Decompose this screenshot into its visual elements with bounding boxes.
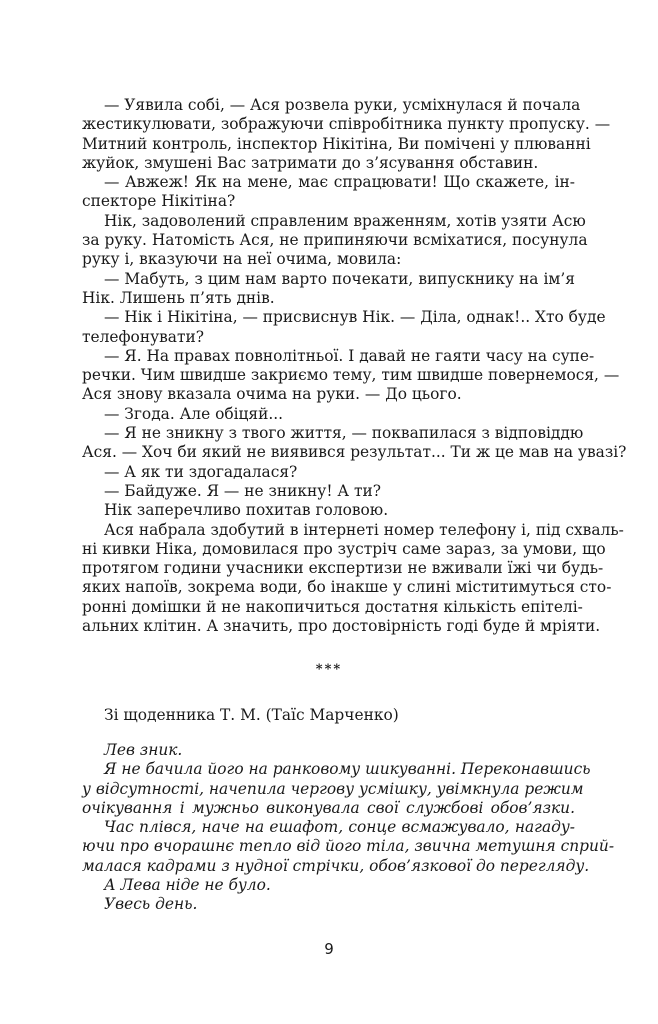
text-line: за руку. Натомість Ася, не припиняючи всміхатися, посунула bbox=[82, 231, 588, 250]
text-line: — А як ти здогадалася? bbox=[104, 462, 298, 481]
text-line: Митний контроль, інспектор Нікітіна, Ви помічені у плюванні bbox=[82, 134, 591, 153]
text-line: жуйок, змушені Вас затримати до з’ясування обставин. bbox=[82, 153, 539, 172]
section-separator: *** bbox=[315, 662, 343, 677]
diary-text-block bbox=[82, 741, 615, 915]
text-line: ронні домішки й не накопичиться достатня кількість епітелі- bbox=[82, 597, 583, 616]
text-line: Нік заперечливо похитав головою. bbox=[104, 501, 389, 520]
text-line: — Згода. Але обіцяй... bbox=[104, 404, 284, 423]
text-line: ні кивки Ніка, домовилася про зустріч саме зараз, за умови, що bbox=[82, 539, 606, 558]
text-line: руку і, вказуючи на неї очима, мовила: bbox=[82, 250, 402, 269]
text-line: альних клітин. А значить, про достовірність годі буде й мріяти. bbox=[82, 617, 601, 636]
text-line: Я не бачила його на ранковому шикуванні. Переконавшись bbox=[104, 760, 591, 779]
text-line: Нік. Лишень п’ять днів. bbox=[82, 288, 275, 307]
text-line: у відсутності, начепила чергову усмішку, увімкнула режим bbox=[82, 779, 584, 798]
page-number: 9 bbox=[324, 940, 334, 958]
text-line: Час плівся, наче на ешафот, сонце всмажувало, нагаду- bbox=[104, 818, 575, 837]
text-line: Ася набрала здобутий в інтернеті номер телефону і, під схваль- bbox=[104, 520, 624, 539]
text-line: малася кадрами з нудної стрічки, обов’язкової до перегляду. bbox=[82, 856, 590, 875]
text-line: спекторе Нікітіна? bbox=[82, 192, 236, 211]
text-line: речки. Чим швидше закриємо тему, тим швидше повернемося, — bbox=[82, 366, 620, 385]
text-line: — Я не зникну з твого життя, — поквапилася з відповіддю bbox=[104, 424, 584, 443]
text-line: Увесь день. bbox=[104, 895, 198, 914]
text-line: Ася знову вказала очима на руки. — До цього. bbox=[82, 385, 462, 404]
text-line: — Нік і Нікітіна, — присвиснув Нік. — Діла, однак!.. Хто буде bbox=[104, 308, 606, 327]
text-line: — Мабуть, з цим нам варто почекати, випускнику на ім’я bbox=[104, 269, 575, 288]
text-line: — Байдуже. Я — не зникну! А ти? bbox=[104, 481, 381, 500]
text-line: телефонувати? bbox=[82, 327, 204, 346]
text-line: — Я. На правах повнолітньої. І давай не гаяти часу на супе- bbox=[104, 346, 595, 365]
text-line: — Авжеж! Як на мене, має спрацювати! Що скажете, ін- bbox=[104, 173, 575, 192]
text-line: ючи про вчорашнє тепло від його тіла, звична метушня сприй- bbox=[82, 837, 615, 856]
main-text-block bbox=[82, 96, 627, 636]
text-line: протягом години учасники експертизи не вживали їжі чи будь- bbox=[82, 559, 604, 578]
text-line: Нік, задоволений справленим враженням, хотів узяти Асю bbox=[104, 211, 586, 230]
text-line: яких напоїв, зокрема води, бо інакше у слині міститимуться сто- bbox=[82, 578, 612, 597]
diary-heading: Зі щоденника Т. М. (Таїс Марченко) bbox=[104, 706, 399, 724]
text-line: очікування і мужньо виконувала свої службові обов’язки. bbox=[82, 798, 575, 817]
text-line: Ася. — Хоч би який не виявився результат... Ти ж це мав на увазі? bbox=[82, 443, 627, 462]
text-line: А Лева ніде не було. bbox=[104, 876, 271, 895]
text-line: жестикулювати, зображуючи співробітника пункту пропуску. — bbox=[82, 115, 611, 134]
text-line: Лев зник. bbox=[104, 741, 183, 759]
text-line: — Уявила собі, — Ася розвела руки, усміхнулася й почала bbox=[104, 96, 581, 114]
